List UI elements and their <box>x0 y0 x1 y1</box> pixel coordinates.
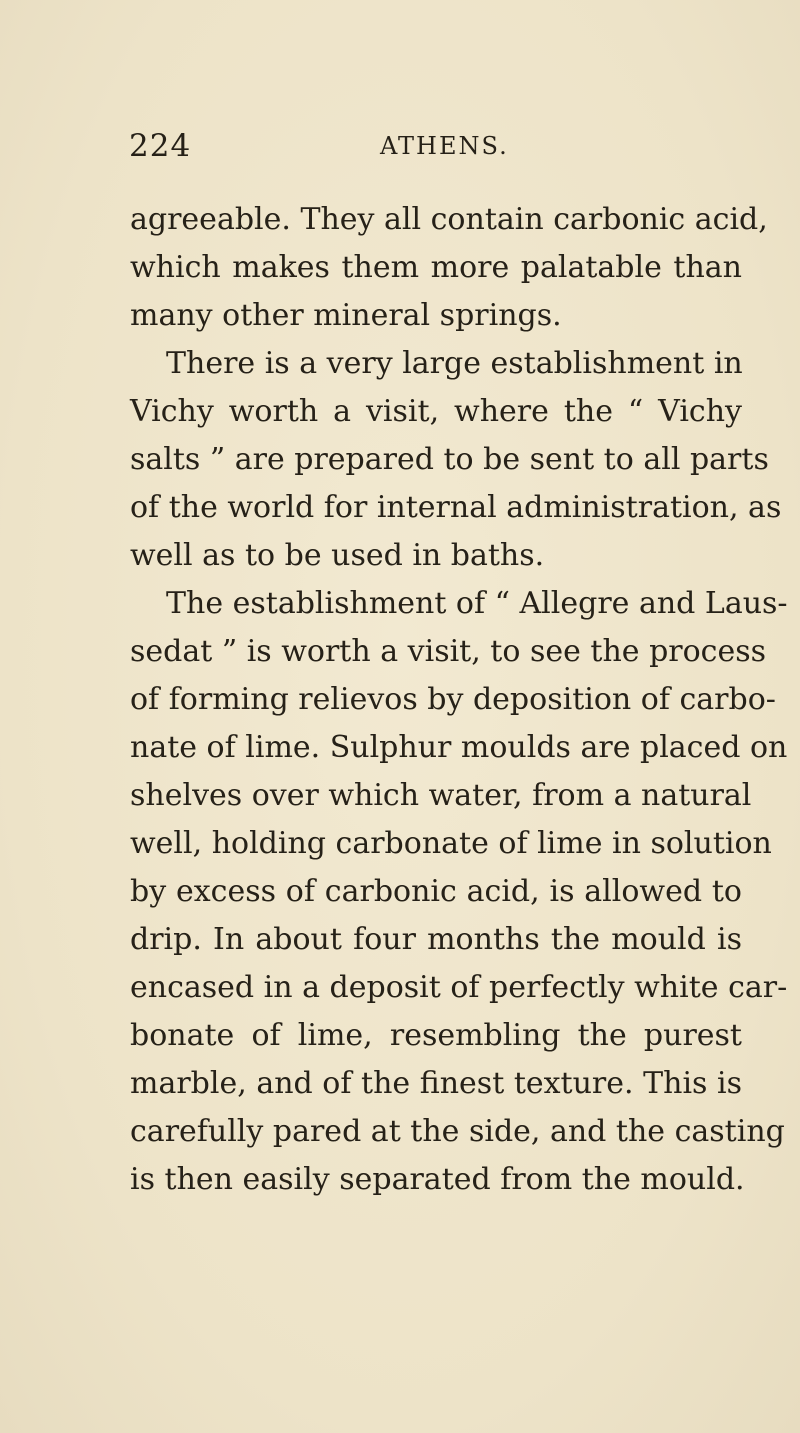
text-line: salts ” are prepared to be sent to all parts <box>130 442 769 477</box>
text-line: encased in a deposit of perfectly white car- <box>130 970 788 1005</box>
running-title: ATHENS. <box>380 132 509 160</box>
text-line: well, holding carbonate of lime in solution <box>130 826 772 861</box>
text-line: many other mineral springs. <box>130 298 562 333</box>
text-line: carefully pared at the side, and the casting <box>130 1114 785 1149</box>
text-line: nate of lime. Sulphur moulds are placed on <box>130 730 788 765</box>
text-line: Vichy worth a visit, where the “ Vichy <box>130 394 742 429</box>
text-line: There is a very large establishment in <box>166 346 743 381</box>
text-line: agreeable. They all contain carbonic acid, <box>130 202 768 237</box>
text-line: bonate of lime, resembling the purest <box>130 1018 742 1053</box>
text-line: of the world for internal administration, as <box>130 490 782 525</box>
text-line: marble, and of the finest texture. This is <box>130 1066 742 1101</box>
running-head <box>129 128 741 168</box>
text-line: well as to be used in baths. <box>130 538 545 573</box>
text-line: The establishment of “ Allegre and Laus- <box>166 586 788 621</box>
text-line: is then easily separated from the mould. <box>130 1162 745 1197</box>
text-line: of forming relievos by deposition of carbo- <box>130 682 776 717</box>
text-line: by excess of carbonic acid, is allowed to <box>130 874 742 909</box>
body-text <box>130 196 788 1204</box>
text-line: shelves over which water, from a natural <box>130 778 752 813</box>
page-number: 224 <box>129 128 192 164</box>
text-line: sedat ” is worth a visit, to see the process <box>130 634 767 669</box>
text-line: drip. In about four months the mould is <box>130 922 742 957</box>
text-line: which makes them more palatable than <box>130 250 742 285</box>
